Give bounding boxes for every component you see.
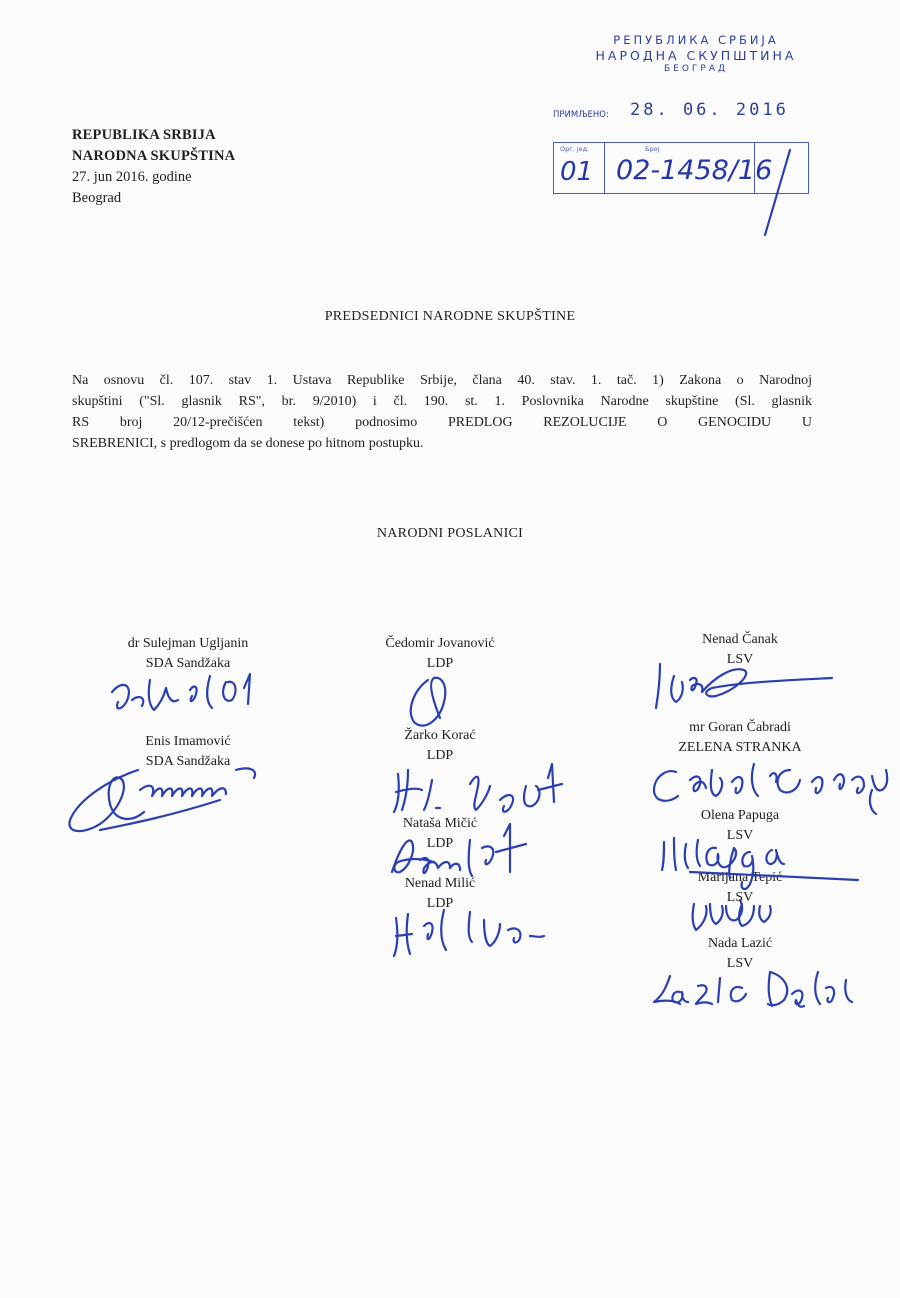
signatory-name: Čedomir Jovanović [385,636,495,651]
signatory-party: SDA Sandžaka [145,656,231,671]
header-republic: REPUBLIKA SRBIJA [72,127,216,143]
signature-tepic [693,900,771,930]
signatory-name: Nenad Milić [404,876,476,891]
signature-micic-natasa [392,824,526,876]
stamp-received-date: 28. 06. 2016 [630,100,789,120]
signature-papuga [662,838,858,889]
stamp-received-label: ПРИМЉЕНО: [553,110,609,120]
signatory-name: Nada Lazić [707,936,773,951]
signatory-party: LDP [426,748,454,763]
body-line-2: skupštini ("Sl. glasnik RS", br. 9/2010) i čl. 190. st. 1. Poslovnika Narodne skupštine (Sl. glasnik [72,394,812,409]
signatory-party: LDP [426,836,454,851]
document-title: PREDSEDNICI NARODNE SKUPŠTINE [324,309,576,324]
signature-ugljanin [112,674,250,710]
signatory-party: LSV [726,956,754,971]
stamp-line-city: БЕОГРАД [663,64,729,74]
signatories-title: NARODNI POSLANICI [376,526,524,541]
signatory-name: Marijana Tepić [697,870,783,885]
header-date: 27. jun 2016. godine [72,169,192,185]
body-line-4: SREBRENICI, s predlogom da se donese po hitnom postupku. [72,436,424,451]
signatory-name: Olena Papuga [700,808,780,823]
signature-canak [656,664,832,708]
signatory-party: LSV [726,890,754,905]
header-city: Beograd [72,190,122,206]
signatory-party: SDA Sandžaka [145,754,231,769]
signature-lazic [654,972,852,1007]
signature-milic [394,910,544,956]
body-line-3: RS broj 20/12-prečišćen tekst) podnosimo PREDLOG REZOLUCIJE O GENOCIDU U [72,415,812,430]
signature-korac [394,764,562,812]
signatory-party: ZELENA STRANKA [678,740,802,755]
signatory-name: Nataša Mičić [402,816,478,831]
signatory-name: Enis Imamović [145,734,231,749]
header-assembly: NARODNA SKUPŠTINA [72,148,236,164]
signatory-name: Žarko Korać [404,728,476,743]
body-line-1: Na osnovu čl. 107. stav 1. Ustava Republike Srbije, člana 40. stav. 1. tač. 1) Zakona o Narodnoj [72,373,812,388]
stamp-line-assembly: НАРОДНА СКУПШТИНА [595,48,797,63]
signatory-party: LSV [726,652,754,667]
stamp-col1-header: Орг. јед. [560,145,590,153]
signatory-name: mr Goran Čabradi [689,720,791,735]
stamp-pen-stroke [765,150,790,235]
signatory-name: Nenad Čanak [702,632,778,647]
signatory-party: LDP [426,896,454,911]
signatory-party: LDP [426,656,454,671]
signature-jovanovic [411,678,445,726]
signatory-name: dr Sulejman Ugljanin [127,636,249,651]
stamp-col2-header: Број [645,145,660,153]
stamp-col1-value: 01 [560,157,594,187]
signature-cabradi [654,764,887,814]
signatory-party: LSV [726,828,754,843]
stamp-line-republic: РЕПУБЛИКА СРБИЈА [613,33,779,47]
signature-imamovic [69,768,255,831]
stamp-col2-value: 02-1458/16 [616,155,773,186]
